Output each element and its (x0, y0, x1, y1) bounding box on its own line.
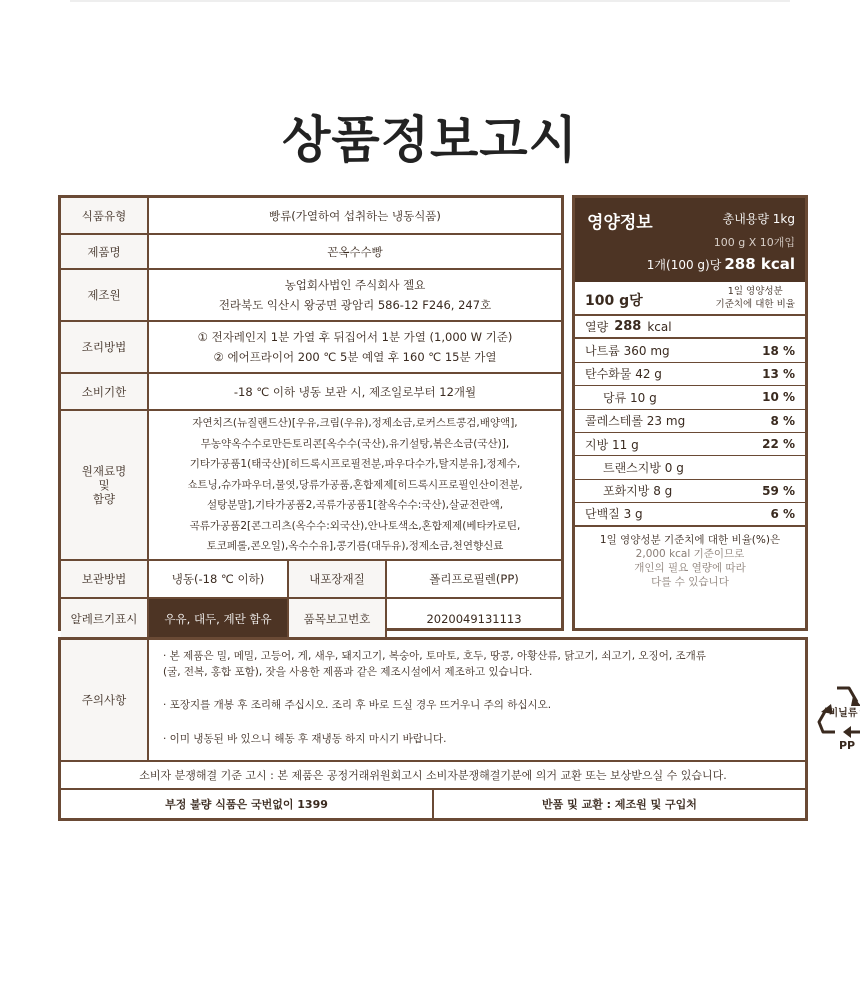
nutrition-header (575, 198, 805, 282)
nutrient-percent: 13 % (762, 366, 795, 381)
row-food-type (61, 198, 561, 235)
nutrition-footnote (575, 527, 805, 589)
nutrition-title: 영양정보 (587, 213, 653, 233)
product-name-value: 꼰옥수수빵 (327, 244, 383, 259)
ingredients-value (149, 411, 561, 559)
nutrient-name: 포화지방 (603, 484, 650, 499)
ingredients-line: 곡류가공품2[콘그리츠(옥수수:외국산),안나토색소,혼합제제(베타카로틴, (189, 519, 521, 532)
footnote-line: 1일 영양성분 기준치에 대한 비율(%)은 (599, 533, 781, 546)
manufacturer-name: 농업회사법인 주식회사 젤요 (284, 278, 426, 292)
consumer-dispute-notice: 소비자 분쟁해결 기준 고시 : 본 제품은 공정거래위원회고시 소비자분쟁해결기분에 의거 교환 또는 보상받으실 수 있습니다. (61, 762, 805, 790)
packaging-label: 내포장재질 (289, 561, 387, 597)
warning-bullet-heat: · 포장지를 개봉 후 조리해 주십시오. 조리 후 바로 드실 경우 뜨거우니 주의 하십시오. (163, 699, 552, 711)
manufacturer-label: 제조원 (61, 270, 149, 320)
report-number-value: 2020049131113 (426, 611, 522, 626)
row-cooking (61, 322, 561, 374)
per-unit-kcal: 288 kcal (724, 255, 795, 273)
nutrient-amount: 11 g (612, 437, 639, 452)
row-expiry (61, 374, 561, 411)
nutrient-amount: 42 g (635, 367, 662, 382)
nutrient-name: 단백질 (585, 507, 620, 522)
storage-value: 냉동(-18 ℃ 이하) (149, 561, 289, 597)
product-info-table (58, 195, 564, 631)
ingredients-label-line: 함량 (92, 492, 116, 506)
daily-reference-label (716, 285, 795, 311)
energy-label: 열량 (585, 320, 609, 335)
nutrient-percent: 8 % (770, 413, 795, 428)
expiry-value: -18 ℃ 이하 냉동 보관 시, 제조일로부터 12개월 (233, 384, 477, 399)
recycle-arrowhead (843, 726, 851, 738)
warning-bullet-refreeze: · 이미 냉동된 바 있으니 해동 후 재냉동 하지 마시기 바랍니다. (163, 733, 447, 745)
nutrient-name: 나트륨 (585, 344, 620, 359)
warning-bullet-allergen: · 본 제품은 밀, 메밀, 고등어, 게, 새우, 돼지고기, 복숭아, 토마토, 호두, 땅콩, 아황산류, 닭고기, 쇠고기, 오징어, 조개류(굴, 전복, 홍합 포함), 잣을 사용한 제품과 같은 제조시설에서 제조하고 있습니다. (163, 650, 706, 678)
nutrient-percent: 10 % (762, 390, 795, 405)
footnote-line: 개인의 필요 열량에 따라 (634, 561, 746, 574)
nutrient-amount: 10 g (630, 390, 657, 405)
nutrient-row (575, 410, 805, 433)
nutrient-percent: 59 % (762, 483, 795, 498)
ingredients-line: 기타가공품1(태국산)[히드록시프로필전분,파우다수가,탈지분유],정제수, (189, 458, 521, 471)
nutrient-amount: 3 g (623, 507, 643, 522)
warning-content (149, 640, 858, 760)
nutrient-row (575, 503, 805, 526)
nutrient-amount: 23 mg (646, 414, 686, 429)
nutrient-percent: 6 % (770, 506, 795, 521)
top-divider (70, 0, 790, 6)
nutrient-row (575, 456, 805, 479)
nutrient-name: 당류 (603, 390, 627, 405)
nutrient-row (575, 433, 805, 456)
ingredients-line: 자연치즈(뉴질랜드산)[우유,크림(우유),정제소금,로커스트콩검,배양액], (192, 417, 518, 430)
recycle-label: 비닐류 (828, 708, 858, 719)
warning-box (58, 637, 858, 821)
nutrient-name: 탄수화물 (585, 367, 632, 382)
food-type-label: 식품유형 (61, 198, 149, 233)
nutrition-subheader (575, 282, 805, 316)
cooking-value (149, 322, 561, 372)
nutrient-percent: 18 % (762, 343, 795, 358)
footnote-line: 다를 수 있습니다 (651, 575, 729, 588)
nutrient-row (575, 363, 805, 386)
per-100g-label: 100 g당 (585, 293, 643, 309)
row-manufacturer (61, 270, 561, 322)
storage-label: 보관방법 (61, 561, 149, 597)
footnote-line: 2,000 kcal 기준이므로 (635, 547, 745, 560)
row-storage (61, 561, 561, 599)
energy-value: 288 (614, 319, 642, 335)
recycle-icon (815, 682, 860, 740)
footer-row (61, 790, 805, 818)
expiry-label: 소비기한 (61, 374, 149, 409)
ingredients-line: 무농약옥수수로만든토리콘[옥수수(국산),유기설탕,볶은소금(국산)], (200, 437, 510, 450)
nutrient-amount: 0 g (664, 461, 684, 476)
per-unit-energy (647, 255, 795, 273)
daily-reference-line: 기준치에 대한 비율 (715, 299, 795, 310)
nutrient-name: 콜레스테롤 (585, 414, 643, 429)
nutrient-percent: 22 % (762, 437, 795, 452)
nutrient-amount: 8 g (653, 484, 673, 499)
report-hotline: 부정 불량 식품은 국번없이 1399 (61, 790, 434, 818)
nutrient-row (575, 480, 805, 503)
nutrient-row (575, 339, 805, 362)
cooking-step-2: ② 에어프라이어 200 ℃ 5분 예열 후 160 ℃ 15분 가열 (213, 350, 497, 364)
energy-row (575, 316, 805, 339)
cooking-step-1: ① 전자레인지 1분 가열 후 뒤집어서 1분 가열 (1,000 W 기준) (197, 330, 513, 344)
row-product-name (61, 235, 561, 270)
ingredients-line: 토코페롤,콘오일),옥수수유],콩기름(대두유),정제소금,천연향신료 (206, 540, 504, 553)
ingredients-label (61, 411, 149, 559)
ingredients-line: 설탕분말],기타가공품2,곡류가공품1[찰옥수수:국산),살균전란액, (206, 499, 504, 512)
pack-count: 100 g X 10개입 (713, 236, 795, 249)
nutrient-row (575, 386, 805, 409)
packaging-value: 폴리프로필렌(PP) (429, 572, 519, 586)
warning-row (61, 640, 858, 762)
ingredients-line: 쇼트닝,슈가파우더,물엿,당류가공품,혼합제제[히드록시프로필인산이전분, (187, 478, 523, 491)
nutrient-name: 지방 (585, 437, 609, 452)
row-ingredients (61, 411, 561, 561)
cooking-label: 조리방법 (61, 322, 149, 372)
nutrient-amount: 360 mg (623, 344, 670, 359)
ingredients-label-line: 원재료명 (81, 464, 127, 478)
nutrition-panel (572, 195, 808, 631)
recycle-mark: PP (839, 739, 856, 752)
exchange-policy: 반품 및 교환 : 제조원 및 구입처 (542, 798, 697, 811)
product-name-label: 제품명 (61, 235, 149, 268)
total-content: 총내용량 1kg (722, 212, 795, 226)
allergy-label: 알레르기표시 (61, 599, 149, 638)
energy-unit: kcal (647, 319, 672, 334)
report-number-label: 품목보고번호 (289, 599, 387, 638)
row-allergy (61, 599, 561, 638)
ingredients-label-line: 및 (98, 478, 110, 492)
manufacturer-address: 전라북도 익산시 왕궁면 광암리 586-12 F246, 247호 (218, 298, 492, 312)
warning-label: 주의사항 (61, 640, 149, 760)
food-type-value: 빵류(가열하여 섭취하는 냉동식품) (269, 208, 441, 223)
allergy-value: 우유, 대두, 계란 함유 (149, 599, 289, 638)
per-unit-label: 1개(100 g)당 (646, 258, 722, 272)
manufacturer-value (149, 270, 561, 320)
nutrient-name: 트랜스지방 (603, 461, 661, 476)
page-title: 상품정보고시 (282, 111, 578, 169)
daily-reference-line: 1일 영양성분 (727, 286, 783, 297)
